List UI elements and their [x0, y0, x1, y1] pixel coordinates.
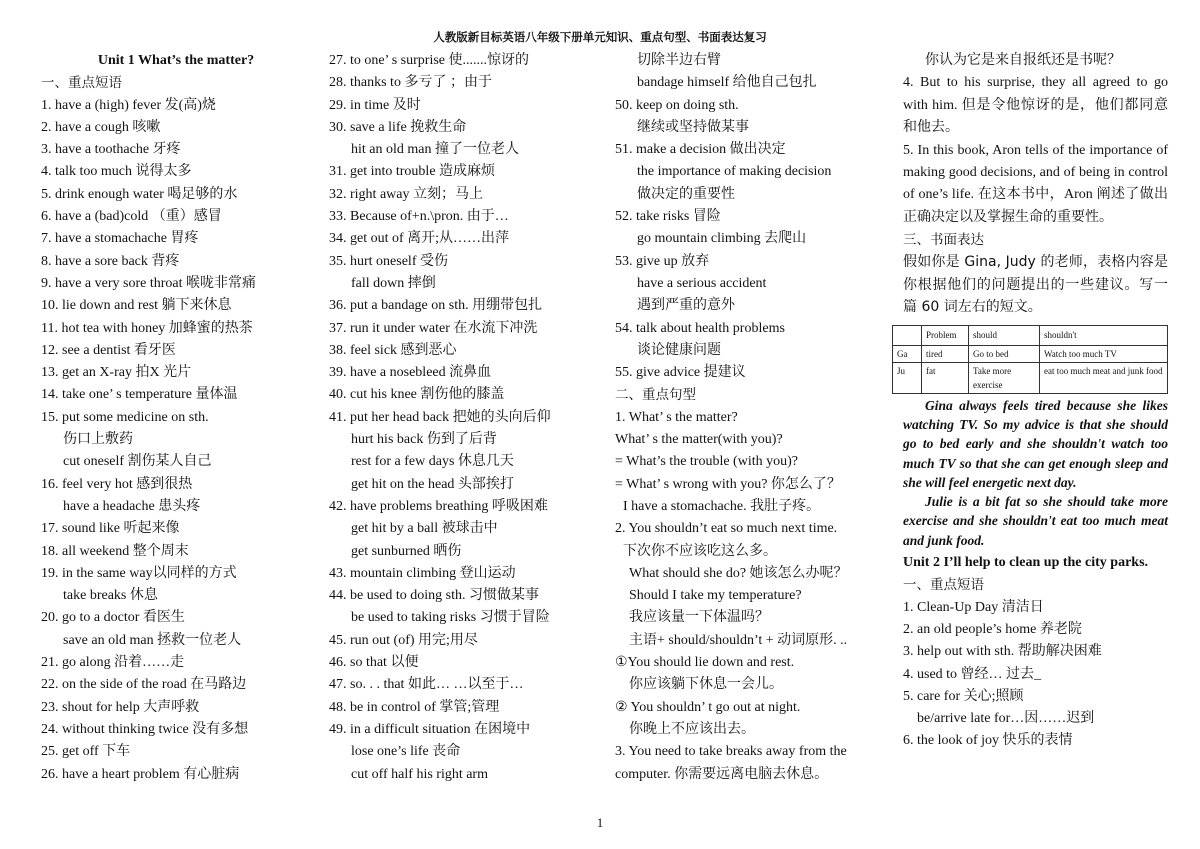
table-header-cell: shouldn't [1040, 325, 1168, 345]
unit-title: Unit 1 What’s the matter? [97, 53, 255, 68]
phrase-line: 5. care for 关心;照顾 [903, 688, 1024, 704]
essay-paragraph-julie: Julie is a bit fat so she should take more exercise and she shouldn't eat too much meat and junk food. [903, 494, 1168, 548]
phrase-line: 5. drink enough water 喝足够的水 [41, 186, 238, 202]
phrase-line: 22. on the side of the road 在马路边 [41, 677, 247, 693]
phrase-line: 30. save a life 挽救生命 [329, 119, 467, 135]
phrase-line: What’ s the matter(with you)? [615, 432, 783, 448]
phrase-line: 主语+ should/shouldn’t + 动词原形. .. [629, 632, 848, 648]
column-4 [897, 50, 1168, 753]
phrase-line: 25. get off 下车 [41, 744, 131, 760]
table-header-cell: Problem [922, 325, 969, 345]
phrase-line: the importance of making decision [637, 164, 832, 180]
phrase-line: 做决定的重要性 [637, 186, 735, 202]
unit2-phrase-list [903, 597, 1168, 753]
advice-table [892, 325, 1168, 394]
column-3 [615, 50, 885, 786]
phrase-line: hurt his back 伤到了后背 [351, 432, 497, 448]
phrase-line: 38. feel sick 感到恶心 [329, 342, 457, 358]
phrase-line: have a serious accident [637, 275, 767, 291]
phrase-line: 51. make a decision 做出决定 [615, 142, 786, 158]
writing-task: 假如你是 Gina, Judy 的老师，表格内容是你根据他们的问题提出的一些建议。写一篇 60 词左右的短文。 [903, 254, 1168, 316]
phrase-line: rest for a few days 休息几天 [351, 454, 514, 470]
phrase-line: = What’s the trouble (with you)? [615, 454, 798, 470]
phrase-line: 31. get into trouble 造成麻烦 [329, 164, 496, 180]
phrase-line: 3. have a toothache 牙疼 [41, 142, 181, 158]
phrase-line: 11. hot tea with honey 加蜂蜜的热茶 [41, 320, 253, 336]
phrase-line: have a headache 患头疼 [63, 498, 201, 514]
phrase-line: 29. in time 及时 [329, 97, 421, 113]
phrase-line: 36. put a bandage on sth. 用绷带包扎 [329, 298, 543, 314]
phrase-line: 37. run it under water 在水流下冲洗 [329, 320, 538, 336]
phrase-line: 47. so. . . that 如此… …以至于… [329, 677, 524, 693]
phrase-line: 4. talk too much 说得太多 [41, 164, 192, 180]
phrase-line: 3. You need to take breaks away from the [615, 744, 847, 760]
column-1 [41, 50, 311, 786]
phrase-line: 17. sound like 听起来像 [41, 521, 180, 537]
phrase-line: 32. right away 立刻；马上 [329, 186, 483, 202]
phrase-line: cut off half his right arm [351, 766, 488, 782]
table-header-cell [893, 325, 922, 345]
phrase-line: 遇到严重的意外 [637, 298, 735, 314]
phrase-line: 2. You shouldn’t eat so much next time. [615, 521, 838, 537]
phrase-line: 你应该躺下休息一会儿。 [629, 677, 783, 693]
phrase-line: 3. help out with sth. 帮助解决困难 [903, 644, 1102, 660]
phrase-line: 14. take one’ s temperature 量体温 [41, 387, 238, 403]
phrase-line: save an old man 拯救一位老人 [63, 632, 242, 648]
phrase-line: 42. have problems breathing 呼吸困难 [329, 498, 548, 514]
phrase-line: 2. an old people’s home 养老院 [903, 621, 1082, 637]
phrase-line: 7. have a stomachache 胃疼 [41, 231, 199, 247]
phrase-line: 12. see a dentist 看牙医 [41, 342, 176, 358]
phrase-line: 27. to one’ s surprise 使.......惊讶的 [329, 53, 529, 68]
phrase-line: 54. talk about health problems [615, 320, 785, 336]
phrase-line: 我应该量一下体温吗？ [629, 610, 769, 626]
phrase-line: 21. go along 沿着……走 [41, 655, 185, 671]
phrase-line: get hit by a ball 被球击中 [351, 521, 498, 537]
phrase-line: 继续或坚持做某事 [637, 119, 749, 135]
phrase-line: 19. in the same way以同样的方式 [41, 565, 237, 581]
phrase-line: 16. feel very hot 感到很热 [41, 476, 193, 492]
table-row [893, 362, 1168, 393]
unit2-title: Unit 2 I’ll help to clean up the city parks. [903, 555, 1149, 571]
phrase-line: computer. 你需要远离电脑去休息。 [615, 766, 829, 782]
phrase-line: get hit on the head 头部挨打 [351, 476, 514, 492]
phrase-line: 23. shout for help 大声呼救 [41, 699, 200, 715]
phrase-line: take breaks 休息 [63, 588, 158, 604]
table-cell: Watch too much TV [1040, 345, 1168, 362]
phrase-line: 10. lie down and rest 躺下来休息 [41, 298, 232, 314]
phrase-line: 52. take risks 冒险 [615, 209, 721, 225]
phrase-line: 48. be in control of 掌管;管理 [329, 699, 500, 715]
phrase-line: Should I take my temperature? [629, 588, 802, 604]
phrase-line: be/arrive late for…因……迟到 [917, 711, 1095, 727]
unit2-section-heading: 一、重点短语 [903, 577, 984, 594]
phrase-line: 4. used to 曾经… 过去_ [903, 666, 1042, 682]
phrase-line: 13. get an X-ray 拍X 光片 [41, 365, 192, 381]
table-header-cell: should [969, 325, 1040, 345]
phrase-line: 2. have a cough 咳嗽 [41, 119, 161, 135]
phrase-line: 33. Because of+n.\pron. 由于… [329, 209, 509, 225]
phrase-line: 41. put her head back 把她的头向后仰 [329, 409, 551, 425]
sentence-4: 4. But to his surprise, they all agreed to go with him. 但是令他惊讶的是，他们都同意和他去。 [903, 75, 1168, 136]
phrase-line: bandage himself 给他自己包扎 [637, 75, 817, 91]
phrase-line: get sunburned 晒伤 [351, 543, 462, 559]
question-line: 你认为它是来自报纸还是书呢？ [925, 53, 1121, 68]
section-heading: 二、重点句型 [615, 387, 696, 404]
phrase-line: 40. cut his knee 割伤他的膝盖 [329, 387, 505, 403]
table-cell: tired [922, 345, 969, 362]
page-number: 1 [596, 815, 604, 830]
phrase-line: What should she do? 她该怎么办呢？ [629, 565, 848, 581]
phrase-line: fall down 摔倒 [351, 275, 436, 291]
phrase-line: 8. have a sore back 背疼 [41, 253, 180, 269]
phrase-line: I have a stomachache. 我肚子疼。 [623, 498, 821, 514]
phrase-line: be used to taking risks 习惯于冒险 [351, 610, 550, 626]
phrase-line: 28. thanks to 多亏了 ；由于 [329, 75, 492, 91]
phrase-line: 55. give advice 提建议 [615, 365, 746, 381]
phrase-line: 谈论健康问题 [637, 342, 721, 358]
phrase-line: 你晚上不应该出去。 [629, 721, 755, 737]
phrase-line: 15. put some medicine on sth. [41, 409, 209, 425]
phrase-line: 1. What’ s the matter? [615, 409, 738, 425]
phrase-line: 9. have a very sore throat 喉咙非常痛 [41, 275, 256, 291]
phrase-line: 18. all weekend 整个周末 [41, 543, 189, 559]
phrase-line: 45. run out (of) 用完;用尽 [329, 632, 478, 648]
phrase-line: ② You shouldn’ t go out at night. [615, 699, 801, 715]
phrase-line: 46. so that 以便 [329, 655, 419, 671]
phrase-line: 24. without thinking twice 没有多想 [41, 721, 249, 737]
phrase-line: lose one’s life 丧命 [351, 744, 461, 760]
phrase-line: 50. keep on doing sth. [615, 97, 739, 113]
table-cell: Take more exercise [969, 362, 1040, 393]
table-cell: fat [922, 362, 969, 393]
phrase-line: 26. have a heart problem 有心脏病 [41, 766, 240, 782]
phrase-line: 53. give up 放弃 [615, 253, 710, 269]
phrase-line: 49. in a difficult situation 在困境中 [329, 721, 531, 737]
table-cell: Ju [893, 362, 922, 393]
table-cell: Go to bed [969, 345, 1040, 362]
phrase-line: 43. mountain climbing 登山运动 [329, 565, 516, 581]
phrase-line: 1. Clean-Up Day 清洁日 [903, 599, 1044, 615]
phrase-line: cut oneself 割伤某人自己 [63, 454, 212, 470]
phrase-line: 39. have a nosebleed 流鼻血 [329, 365, 492, 381]
phrase-line: ①You should lie down and rest. [615, 655, 795, 671]
phrase-line: 6. have a (bad)cold （重）感冒 [41, 209, 222, 225]
phrase-line: hit an old man 撞了一位老人 [351, 142, 519, 158]
phrase-line: 切除半边右臂 [637, 53, 721, 68]
section-heading: 一、重点短语 [41, 75, 122, 92]
phrase-line: 1. have a (high) fever 发(高)烧 [41, 97, 216, 113]
advice-table-header [893, 325, 1168, 345]
phrase-line: 20. go to a doctor 看医生 [41, 610, 185, 626]
phrase-line: 6. the look of joy 快乐的表情 [903, 733, 1073, 749]
table-cell: Ga [893, 345, 922, 362]
phrase-line: 下次你不应该吃这么多。 [623, 543, 777, 559]
phrase-line: 伤口上敷药 [63, 432, 133, 448]
page-header: 人教版新目标英语八年级下册单元知识、重点句型、书面表达复习 [433, 30, 767, 44]
phrase-line: = What’ s wrong with you? 你怎么了？ [615, 476, 841, 492]
phrase-line: go mountain climbing 去爬山 [637, 231, 807, 247]
table-row [893, 345, 1168, 362]
phrase-line: 44. be used to doing sth. 习惯做某事 [329, 588, 539, 604]
sentence-5: 5. In this book, Aron tells of the importance of making good decisions, and of being in control of one’s life. 在这本书中，Aron 阐述了做出正确决定以及掌握生命的重要性。 [903, 142, 1168, 225]
essay-paragraph-gina: Gina always feels tired because she likes watching TV. So my advice is that she should go to bed early and she shouldn't watch too much TV so that she can get enough sleep and she will feel energetic next day. [903, 397, 1168, 490]
phrase-line: 35. hurt oneself 受伤 [329, 253, 448, 269]
column-2 [329, 50, 599, 786]
section-heading-writing: 三、书面表达 [903, 232, 984, 249]
phrase-line: 34. get out of 离开;从……出萍 [329, 231, 510, 247]
table-cell: eat too much meat and junk food [1040, 362, 1168, 393]
